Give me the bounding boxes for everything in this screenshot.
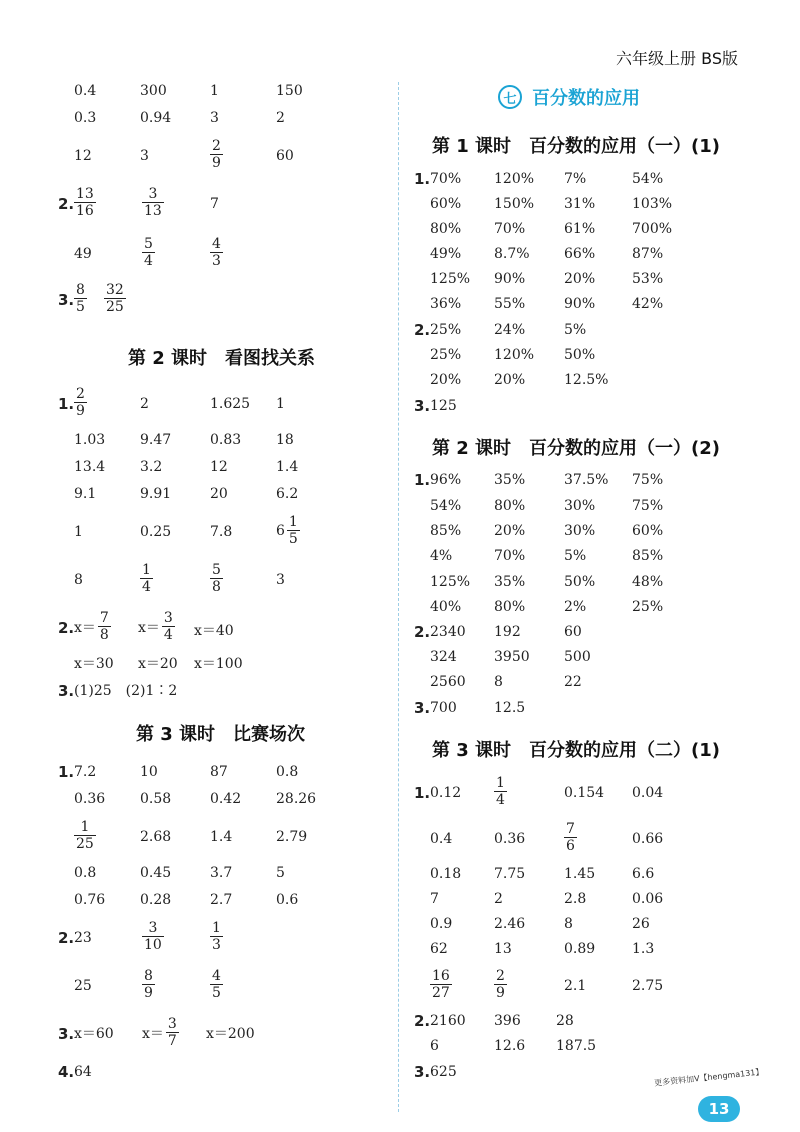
answer-value: 61% bbox=[564, 221, 596, 237]
answer-value: 0.25 bbox=[140, 524, 172, 540]
fraction-denominator: 8 bbox=[99, 627, 109, 643]
answer-value: 9.47 bbox=[140, 432, 172, 448]
answer-value: 2 bbox=[140, 396, 149, 412]
answer-value: 0.28 bbox=[140, 892, 172, 908]
answer-value: 35% bbox=[494, 574, 526, 590]
answer-value: 300 bbox=[140, 83, 167, 99]
answer-value: 8 bbox=[494, 674, 503, 690]
fraction bbox=[210, 968, 223, 1001]
answer-value: 70% bbox=[430, 171, 462, 187]
fraction-denominator: 8 bbox=[212, 579, 221, 595]
answer-value: 60% bbox=[430, 196, 462, 212]
fraction-numerator: 5 bbox=[212, 562, 221, 578]
question-number: 2. bbox=[58, 619, 75, 637]
answer-value: 0.06 bbox=[632, 891, 664, 907]
answer-value: 7% bbox=[564, 171, 587, 187]
fraction-numerator: 2 bbox=[496, 968, 505, 984]
answer-value: 3.2 bbox=[140, 459, 163, 475]
answer-value: 6.6 bbox=[632, 866, 655, 882]
lesson-title: 第 1 课时 百分数的应用（一）(1) bbox=[432, 136, 721, 157]
fraction bbox=[210, 562, 223, 595]
answer-value: 0.3 bbox=[74, 110, 97, 126]
question-number: 1. bbox=[414, 471, 431, 489]
answer-value: 120% bbox=[494, 347, 535, 363]
fraction-denominator: 4 bbox=[163, 627, 173, 643]
answer-value: 7 bbox=[430, 891, 439, 907]
fraction bbox=[142, 968, 155, 1001]
answer-value: 31% bbox=[564, 196, 596, 212]
fraction-numerator: 8 bbox=[76, 282, 85, 298]
answer-value: 3.7 bbox=[210, 865, 233, 881]
answer-value: 85% bbox=[430, 523, 462, 539]
answer-value: 2.68 bbox=[140, 829, 172, 845]
equation-lhs: x＝40 bbox=[194, 623, 234, 639]
answer-value: 50% bbox=[564, 347, 596, 363]
equation bbox=[142, 1016, 179, 1049]
answer-value: 40% bbox=[430, 599, 462, 615]
answer-value: 25 bbox=[74, 978, 92, 994]
answer-value: 23 bbox=[74, 930, 92, 946]
fraction-denominator: 5 bbox=[288, 531, 298, 547]
answer-value: 20% bbox=[494, 372, 526, 388]
answer-value: 0.94 bbox=[140, 110, 172, 126]
answer-value: 0.36 bbox=[74, 791, 106, 807]
fraction bbox=[287, 514, 300, 547]
answer-value: 8.7% bbox=[494, 246, 530, 262]
answer-value: 53% bbox=[632, 271, 664, 287]
fraction-denominator: 9 bbox=[212, 155, 221, 171]
answer-value: 7.2 bbox=[74, 764, 97, 780]
fraction bbox=[104, 282, 126, 315]
answer-value: 87 bbox=[210, 764, 228, 780]
answer-value: 0.154 bbox=[564, 785, 605, 801]
unit-title-text: 百分数的应用 bbox=[532, 88, 640, 109]
answer-value: 96% bbox=[430, 472, 462, 488]
question-number: 2. bbox=[414, 321, 431, 339]
question-number: 3. bbox=[414, 397, 431, 415]
fraction-denominator: 4 bbox=[496, 792, 505, 808]
answer-value: 13.4 bbox=[74, 459, 106, 475]
question-number: 2. bbox=[58, 929, 75, 947]
answer-value: 1.4 bbox=[276, 459, 299, 475]
answer-value: 64 bbox=[74, 1064, 92, 1080]
answer-value: 60% bbox=[632, 523, 664, 539]
answer-value: 54% bbox=[430, 498, 462, 514]
answer-value: 66% bbox=[564, 246, 596, 262]
answer-value: 0.12 bbox=[430, 785, 462, 801]
answer-value: 0.4 bbox=[430, 831, 453, 847]
whole-part: 6 bbox=[276, 522, 285, 539]
answer-value: 0.83 bbox=[210, 432, 242, 448]
answer-value: 150 bbox=[276, 83, 303, 99]
question-number: 3. bbox=[58, 291, 75, 309]
answer-value: 3 bbox=[276, 572, 285, 588]
fraction bbox=[430, 968, 452, 1001]
answer-value: 2160 bbox=[430, 1013, 466, 1029]
answer-value: 28.26 bbox=[276, 791, 317, 807]
question-number: 1. bbox=[58, 395, 75, 413]
fraction bbox=[142, 920, 164, 953]
answer-value: 2 bbox=[494, 891, 503, 907]
answer-value: 187.5 bbox=[556, 1038, 597, 1054]
fraction-denominator: 4 bbox=[142, 579, 151, 595]
answer-value: 85% bbox=[632, 548, 664, 564]
fraction bbox=[166, 1016, 179, 1049]
answer-value: 1.625 bbox=[210, 396, 251, 412]
answer-value: 60 bbox=[564, 624, 582, 640]
answer-value: 1.03 bbox=[74, 432, 106, 448]
answer-value: 12.6 bbox=[494, 1038, 526, 1054]
answer-value: 1.3 bbox=[632, 941, 655, 957]
fraction-numerator: 2 bbox=[76, 386, 85, 402]
answer-value: 50% bbox=[564, 574, 596, 590]
answer-value: 125% bbox=[430, 271, 471, 287]
fraction bbox=[74, 386, 87, 419]
answer-value: 3 bbox=[210, 110, 219, 126]
answer-value: 24% bbox=[494, 322, 526, 338]
answer-value: 75% bbox=[632, 498, 664, 514]
mixed-number bbox=[276, 514, 300, 547]
answer-value: 0.89 bbox=[564, 941, 596, 957]
answer-value: 103% bbox=[632, 196, 673, 212]
answer-value: 2% bbox=[564, 599, 587, 615]
fraction-denominator: 25 bbox=[106, 299, 124, 315]
fraction-numerator: 8 bbox=[144, 968, 153, 984]
question-number: 1. bbox=[414, 170, 431, 188]
answer-value: 0.4 bbox=[74, 83, 97, 99]
answer-value: 2560 bbox=[430, 674, 466, 690]
question-number: 4. bbox=[58, 1063, 75, 1081]
answer-value: 0.58 bbox=[140, 791, 172, 807]
answer-value: 22 bbox=[564, 674, 582, 690]
answer-value: 35% bbox=[494, 472, 526, 488]
fraction-numerator: 32 bbox=[106, 282, 124, 298]
equation bbox=[194, 620, 234, 640]
answer-text: (1)25 (2)1∶2 bbox=[74, 683, 178, 699]
fraction-numerator: 2 bbox=[212, 138, 221, 154]
equation: x＝20 bbox=[138, 656, 178, 672]
answer-value: 0.9 bbox=[430, 916, 453, 932]
fraction-numerator: 3 bbox=[163, 610, 173, 626]
answer-value: 0.04 bbox=[632, 785, 664, 801]
answer-value: 700 bbox=[430, 700, 457, 716]
fraction-denominator: 9 bbox=[144, 985, 153, 1001]
answer-value: 1.45 bbox=[564, 866, 596, 882]
answer-value: 150% bbox=[494, 196, 535, 212]
fraction-denominator: 9 bbox=[496, 985, 505, 1001]
answer-value: 37.5% bbox=[564, 472, 609, 488]
question-number: 1. bbox=[58, 763, 75, 781]
fraction bbox=[564, 821, 577, 854]
answer-value: 2 bbox=[276, 110, 285, 126]
question-number: 2. bbox=[58, 195, 75, 213]
answer-value: 8 bbox=[564, 916, 573, 932]
fraction-numerator: 7 bbox=[566, 821, 575, 837]
answer-value: 3 bbox=[140, 148, 149, 164]
lesson-title: 第 2 课时 看图找关系 bbox=[128, 348, 316, 369]
fraction bbox=[98, 610, 111, 643]
answer-value: 192 bbox=[494, 624, 521, 640]
fraction-numerator: 1 bbox=[288, 514, 298, 530]
fraction-numerator: 4 bbox=[212, 968, 221, 984]
answer-value: 25% bbox=[632, 599, 664, 615]
answer-value: 1 bbox=[210, 83, 219, 99]
lesson-title: 第 2 课时 百分数的应用（一）(2) bbox=[432, 438, 721, 459]
answer-value: 2.1 bbox=[564, 978, 587, 994]
answer-value: 625 bbox=[430, 1064, 457, 1080]
fraction-numerator: 7 bbox=[99, 610, 109, 626]
fraction-numerator: 1 bbox=[496, 775, 505, 791]
answer-value: 9.1 bbox=[74, 486, 97, 502]
answer-value: 28 bbox=[556, 1013, 574, 1029]
answer-value: 500 bbox=[564, 649, 591, 665]
fraction-numerator: 3 bbox=[148, 920, 158, 936]
fraction bbox=[494, 775, 507, 808]
question-number: 3. bbox=[58, 682, 75, 700]
answer-value: 0.8 bbox=[276, 764, 299, 780]
fraction bbox=[210, 138, 223, 171]
answer-value: 1.4 bbox=[210, 829, 233, 845]
fraction-denominator: 4 bbox=[144, 253, 153, 269]
answer-value: 7.8 bbox=[210, 524, 233, 540]
answer-value: 324 bbox=[430, 649, 457, 665]
answer-value: 3950 bbox=[494, 649, 530, 665]
answer-value: 1 bbox=[74, 524, 83, 540]
answer-value: 48% bbox=[632, 574, 664, 590]
answer-value: 0.76 bbox=[74, 892, 106, 908]
answer-value: 0.18 bbox=[430, 866, 462, 882]
answer-value: 20% bbox=[564, 271, 596, 287]
answer-value: 20% bbox=[494, 523, 526, 539]
question-number: 1. bbox=[414, 784, 431, 802]
answer-value: 36% bbox=[430, 296, 462, 312]
fraction bbox=[74, 186, 96, 219]
answer-value: 125 bbox=[430, 398, 457, 414]
answer-value: 7 bbox=[210, 196, 219, 212]
answer-value: 125% bbox=[430, 574, 471, 590]
fraction bbox=[210, 920, 223, 953]
answer-value: 0.8 bbox=[74, 865, 97, 881]
fraction-denominator: 7 bbox=[167, 1033, 177, 1049]
answer-value: 25% bbox=[430, 347, 462, 363]
answer-value: 60 bbox=[276, 148, 294, 164]
answer-value: 80% bbox=[430, 221, 462, 237]
question-number: 3. bbox=[58, 1025, 75, 1043]
answer-value: 12 bbox=[210, 459, 228, 475]
question-number: 3. bbox=[414, 699, 431, 717]
answer-value: 54% bbox=[632, 171, 664, 187]
answer-value: 1 bbox=[276, 396, 285, 412]
equation: x＝100 bbox=[194, 656, 243, 672]
fraction bbox=[494, 968, 507, 1001]
fraction-denominator: 9 bbox=[76, 403, 85, 419]
answer-value: 70% bbox=[494, 221, 526, 237]
fraction bbox=[162, 610, 175, 643]
answer-value: 18 bbox=[276, 432, 294, 448]
equation-lhs: x＝ bbox=[138, 619, 160, 636]
answer-value: 13 bbox=[494, 941, 512, 957]
answer-value: 2.79 bbox=[276, 829, 308, 845]
answer-value: 90% bbox=[564, 296, 596, 312]
fraction-denominator: 16 bbox=[76, 203, 94, 219]
fraction-numerator: 1 bbox=[142, 562, 151, 578]
fraction bbox=[210, 236, 223, 269]
answer-value: 87% bbox=[632, 246, 664, 262]
fraction-denominator: 3 bbox=[212, 253, 221, 269]
watermark: 更多资料加V【hengma131】 bbox=[653, 1067, 764, 1088]
lesson-title: 第 3 课时 百分数的应用（二）(1) bbox=[432, 740, 721, 761]
answer-value: 55% bbox=[494, 296, 526, 312]
answer-value: 2.46 bbox=[494, 916, 526, 932]
equation: x＝30 bbox=[74, 656, 114, 672]
answer-value: 9.91 bbox=[140, 486, 172, 502]
answer-value: 0.45 bbox=[140, 865, 172, 881]
page-header: 六年级上册 BS版 bbox=[616, 49, 738, 68]
fraction-numerator: 3 bbox=[167, 1016, 177, 1032]
question-number: 2. bbox=[414, 623, 431, 641]
answer-value: 90% bbox=[494, 271, 526, 287]
answer-value: 0.66 bbox=[632, 831, 664, 847]
answer-value: 8 bbox=[74, 572, 83, 588]
answer-value: 4% bbox=[430, 548, 453, 564]
fraction-numerator: 1 bbox=[80, 819, 90, 835]
answer-value: 20 bbox=[210, 486, 228, 502]
fraction bbox=[74, 282, 87, 315]
answer-value: 26 bbox=[632, 916, 650, 932]
answer-value: 2340 bbox=[430, 624, 466, 640]
lesson-title: 第 3 课时 比赛场次 bbox=[136, 724, 306, 745]
fraction-denominator: 27 bbox=[432, 985, 450, 1001]
answer-value: 12.5 bbox=[494, 700, 526, 716]
answer-value: 120% bbox=[494, 171, 535, 187]
unit-title bbox=[498, 84, 640, 110]
fraction-numerator: 1 bbox=[212, 920, 221, 936]
equation bbox=[138, 610, 175, 643]
equation-lhs: x＝ bbox=[142, 1025, 164, 1042]
fraction bbox=[140, 562, 153, 595]
fraction-numerator: 13 bbox=[76, 186, 94, 202]
fraction-denominator: 25 bbox=[76, 836, 94, 852]
answer-value: 80% bbox=[494, 599, 526, 615]
answer-value: 2.75 bbox=[632, 978, 664, 994]
answer-value: 5% bbox=[564, 322, 587, 338]
question-number: 3. bbox=[414, 1063, 431, 1081]
answer-value: 2.8 bbox=[564, 891, 587, 907]
answer-value: 6.2 bbox=[276, 486, 299, 502]
answer-value: 2.7 bbox=[210, 892, 233, 908]
equation: x＝200 bbox=[206, 1026, 255, 1042]
fraction bbox=[142, 186, 164, 219]
answer-value: 30% bbox=[564, 498, 596, 514]
answer-value: 49% bbox=[430, 246, 462, 262]
answer-value: 75% bbox=[632, 472, 664, 488]
answer-value: 80% bbox=[494, 498, 526, 514]
fraction-numerator: 5 bbox=[144, 236, 153, 252]
answer-value: 12 bbox=[74, 148, 92, 164]
fraction-denominator: 3 bbox=[212, 937, 221, 953]
answer-value: 0.6 bbox=[276, 892, 299, 908]
answer-value: 396 bbox=[494, 1013, 521, 1029]
unit-number-badge: 七 bbox=[498, 85, 522, 109]
answer-value: 12.5% bbox=[564, 372, 609, 388]
answer-value: 0.36 bbox=[494, 831, 526, 847]
fraction-numerator: 16 bbox=[432, 968, 450, 984]
question-number: 2. bbox=[414, 1012, 431, 1030]
page-number: 13 bbox=[698, 1096, 740, 1122]
answer-value: 42% bbox=[632, 296, 664, 312]
fraction bbox=[142, 236, 155, 269]
fraction-denominator: 13 bbox=[144, 203, 162, 219]
answer-value: 70% bbox=[494, 548, 526, 564]
answer-value: 20% bbox=[430, 372, 462, 388]
fraction-denominator: 5 bbox=[212, 985, 221, 1001]
fraction-denominator: 10 bbox=[144, 937, 162, 953]
answer-value: 25% bbox=[430, 322, 462, 338]
equation bbox=[74, 610, 111, 643]
fraction-numerator: 4 bbox=[212, 236, 221, 252]
equation: x＝60 bbox=[74, 1026, 114, 1042]
answer-value: 30% bbox=[564, 523, 596, 539]
answer-value: 700% bbox=[632, 221, 673, 237]
fraction-denominator: 5 bbox=[76, 299, 85, 315]
answer-value: 5% bbox=[564, 548, 587, 564]
column-divider bbox=[398, 82, 399, 1112]
answer-value: 62 bbox=[430, 941, 448, 957]
fraction-numerator: 3 bbox=[148, 186, 158, 202]
answer-value: 10 bbox=[140, 764, 158, 780]
answer-value: 5 bbox=[276, 865, 285, 881]
answer-value: 0.42 bbox=[210, 791, 242, 807]
answer-value: 6 bbox=[430, 1038, 439, 1054]
fraction bbox=[74, 819, 96, 852]
equation-lhs: x＝ bbox=[74, 619, 96, 636]
fraction-denominator: 6 bbox=[566, 838, 575, 854]
answer-value: 49 bbox=[74, 246, 92, 262]
answer-value: 7.75 bbox=[494, 866, 526, 882]
